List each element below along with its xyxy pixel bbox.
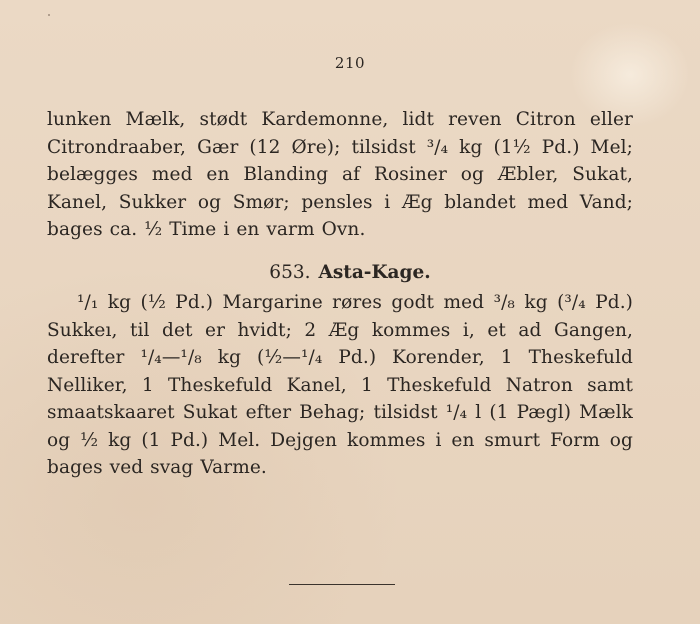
- continuation-paragraph: lunken Mælk, stødt Kardemonne, lidt reven Citron eller Citrondraaber, Gær (12 Øre); tilsidst ³/₄ kg (1½ Pd.) Mel; belægges med en Blanding af Rosiner og Æbler, Sukat, Kanel, Sukker og Smør; pensles i Æg blandet med Vand; bages ca. ½ Time i en varm Ovn.: [47, 109, 633, 240]
- end-rule: [289, 584, 395, 585]
- recipe-title: Asta-Kage.: [318, 262, 431, 283]
- recipe-paragraph: ¹/₁ kg (½ Pd.) Margarine røres godt med ³/₈ kg (³/₄ Pd.) Sukkeı, til det er hvidt; 2 Æg kommes i, et ad Gangen, derefter ¹/₄—¹/₈ kg (½—¹/₄ Pd.) Korender, 1 Theskefuld Nelliker, 1 Theskefuld Kanel, 1 Theskefuld Natron samt smaatskaaret Sukat efter Behag; tilsidst ¹/₄ l (1 Pægl) Mælk og ½ kg (1 Pd.) Mel. Dejgen kommes i en smurt Form og bages ved svag Varme.: [47, 292, 633, 478]
- recipe-number: 653.: [269, 262, 311, 283]
- page-number: 210: [334, 54, 366, 72]
- paper-speck: [48, 14, 50, 16]
- recipe-heading: [0, 260, 700, 286]
